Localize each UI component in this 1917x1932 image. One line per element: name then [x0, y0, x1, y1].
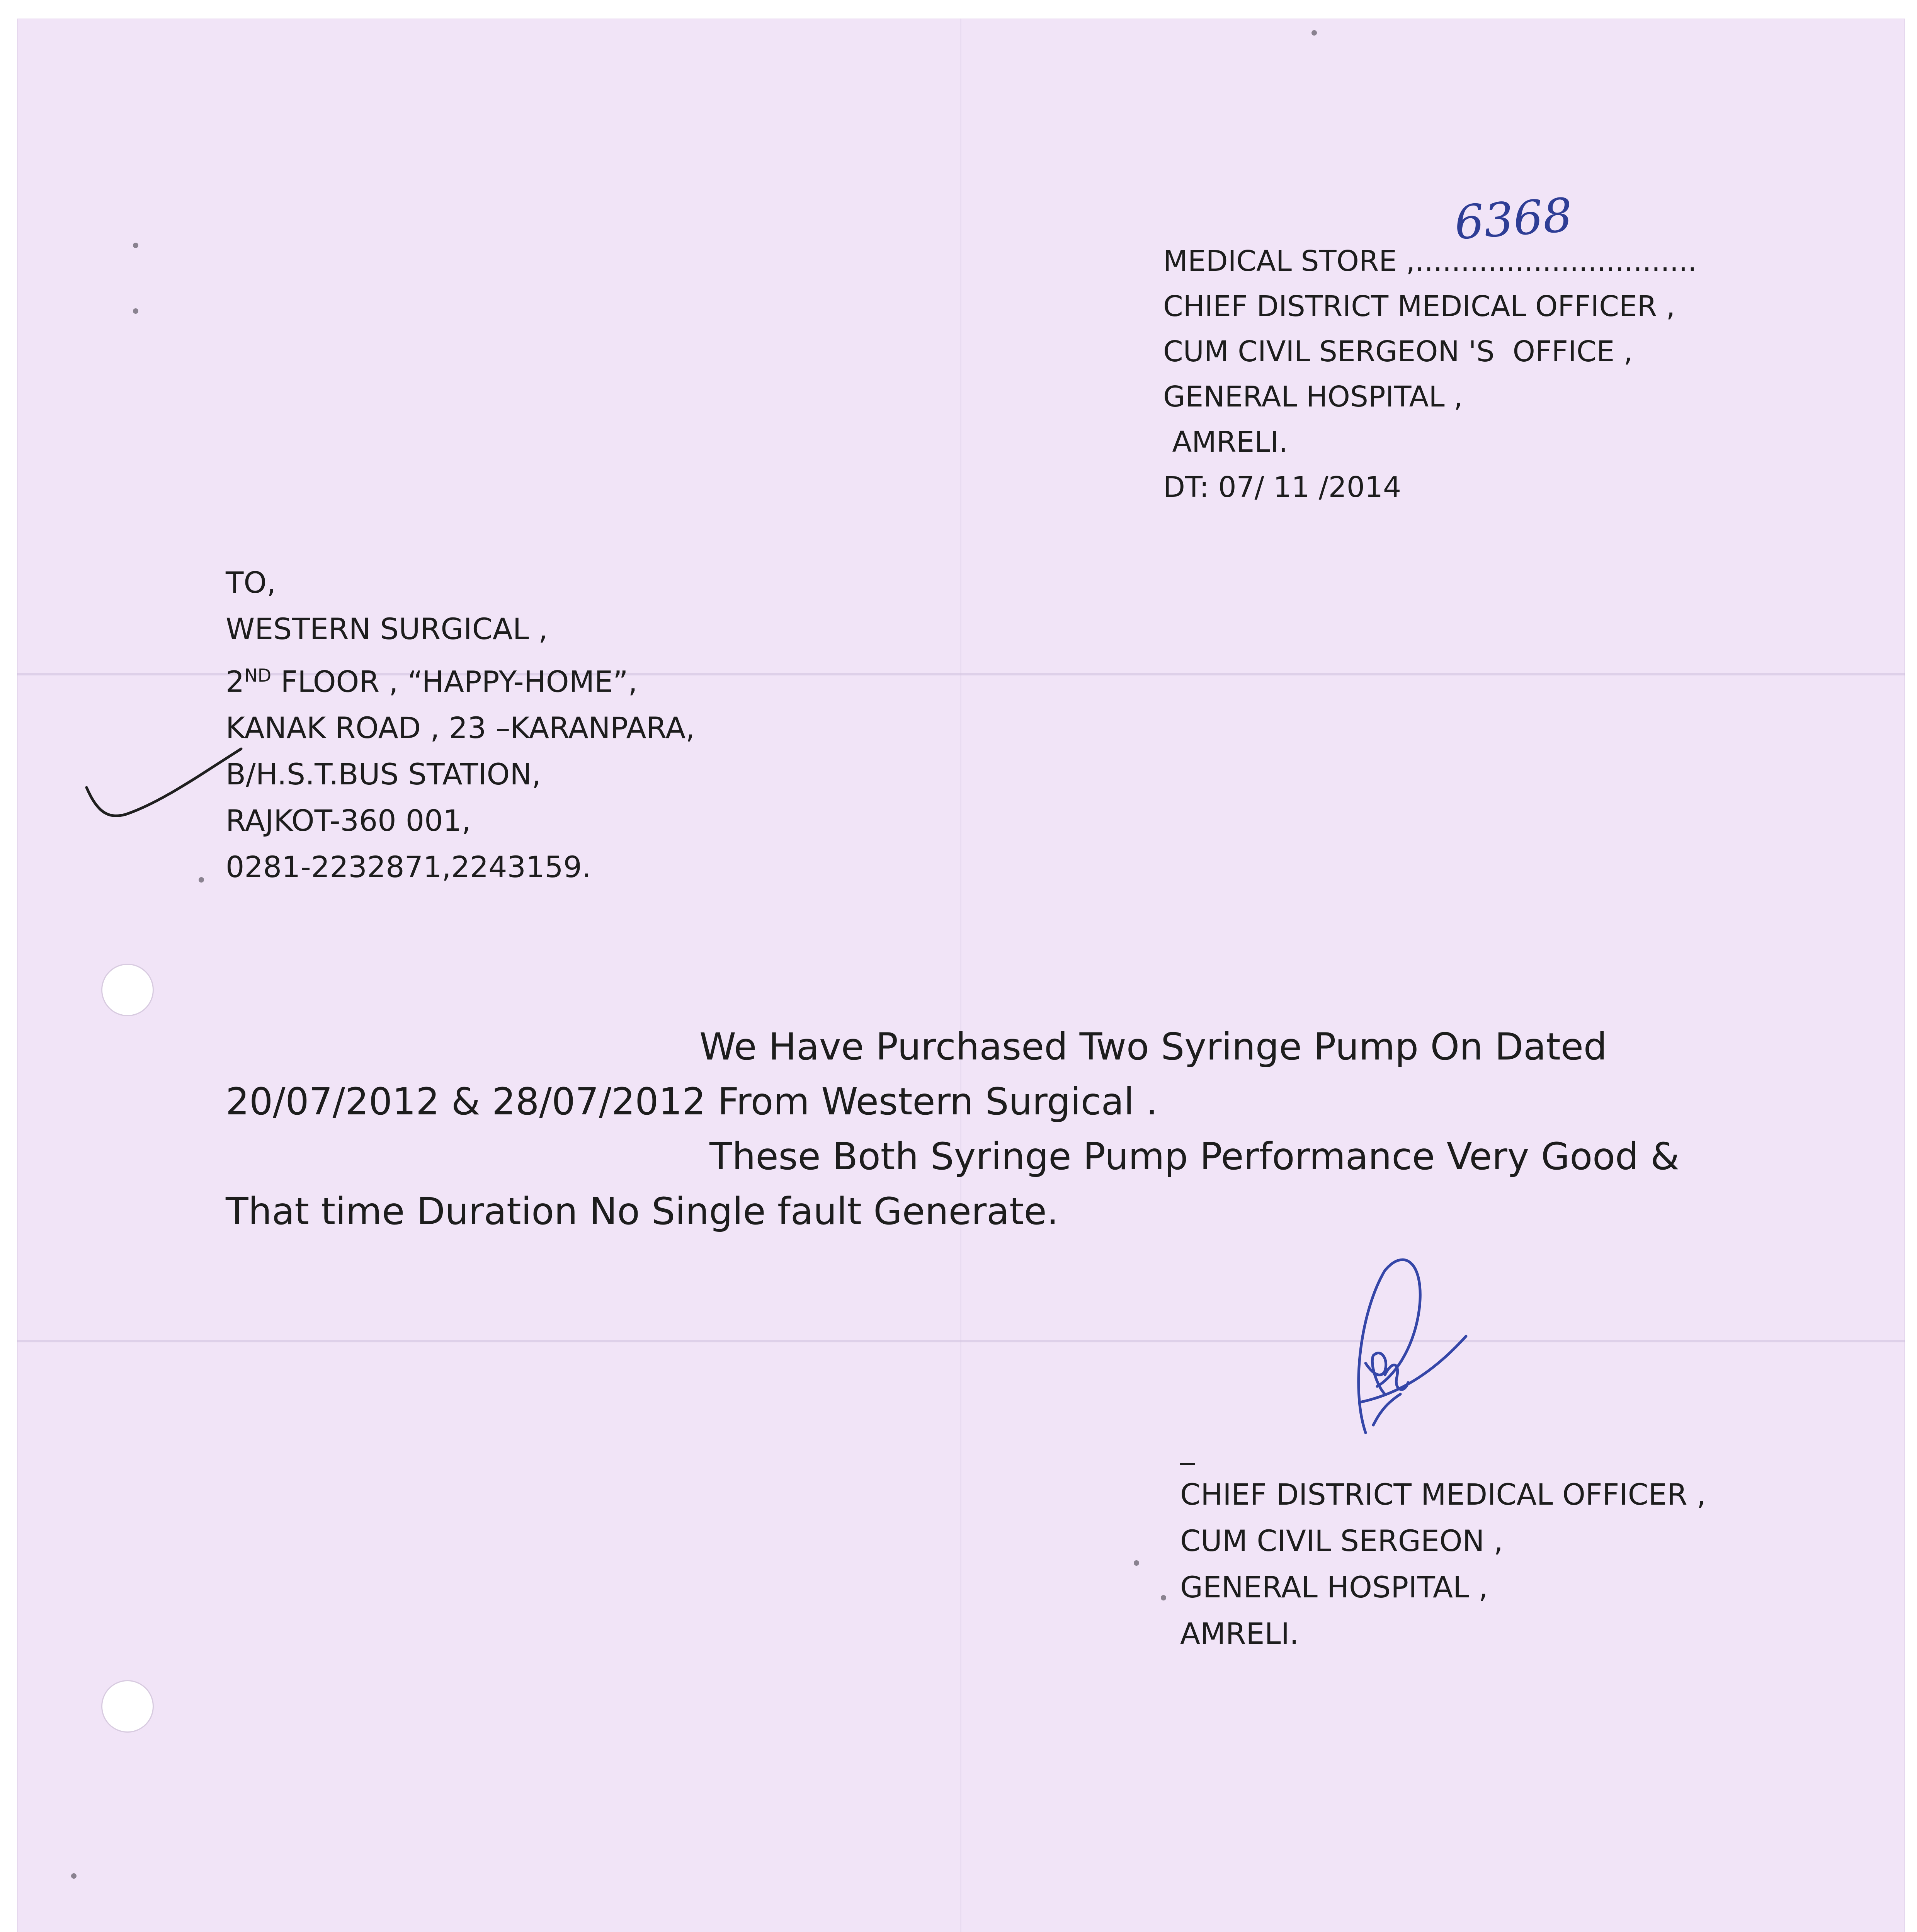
paper-crease: [960, 19, 961, 1932]
recipient-to: TO,: [226, 565, 276, 600]
sender-line-cum: CUM CIVIL SERGEON 'S OFFICE ,: [1163, 335, 1633, 368]
recipient-road: KANAK ROAD , 23 –KARANPARA,: [226, 711, 695, 745]
signature-dash: _: [1180, 1431, 1195, 1465]
paper-speck: [1134, 1560, 1139, 1566]
body-line-1: We Have Purchased Two Syringe Pump On Dated: [699, 1025, 1607, 1068]
recipient-floor: [226, 652, 695, 705]
body-line-4: That time Duration No Single fault Generate.: [226, 1190, 1059, 1233]
recipient-name: WESTERN SURGICAL ,: [226, 612, 548, 646]
floor-rest: FLOOR , “HAPPY-HOME”,: [271, 664, 638, 699]
paper-speck: [71, 1873, 77, 1879]
paper-speck: [1161, 1595, 1166, 1600]
signer-block: [1180, 1425, 1706, 1657]
body-line-2: 20/07/2012 & 28/07/2012 From Western Surgical .: [226, 1080, 1158, 1123]
signer-title: CHIEF DISTRICT MEDICAL OFFICER ,: [1180, 1477, 1706, 1512]
paper-speck: [133, 308, 138, 314]
signer-cum: CUM CIVIL SERGEON ,: [1180, 1524, 1503, 1558]
recipient-address-block: [226, 560, 695, 890]
floor-number: 2: [226, 664, 245, 699]
sender-line-office: CHIEF DISTRICT MEDICAL OFFICER ,: [1163, 290, 1675, 323]
letter-page: [17, 19, 1905, 1932]
sender-line-hospital: GENERAL HOSPITAL ,: [1163, 380, 1463, 413]
sender-line-medical-store: MEDICAL STORE ,...............................: [1163, 245, 1697, 278]
floor-suffix: ND: [244, 665, 272, 686]
recipient-phone: 0281-2232871,2243159.: [226, 850, 592, 884]
recipient-city: RAJKOT-360 001,: [226, 803, 471, 838]
paper-speck: [133, 243, 138, 248]
handwritten-store-number: 6368: [1453, 188, 1574, 250]
punch-hole: [101, 1680, 154, 1733]
sender-address-block: [1163, 239, 1697, 510]
recipient-station: B/H.S.T.BUS STATION,: [226, 757, 541, 792]
letter-date: DT: 07/ 11 /2014: [1163, 471, 1402, 504]
paper-speck: [199, 877, 204, 883]
signer-city: AMRELI.: [1180, 1616, 1299, 1651]
body-line-3: These Both Syringe Pump Performance Very Good &: [709, 1135, 1680, 1178]
tick-mark-icon: [83, 741, 245, 830]
signer-hospital: GENERAL HOSPITAL ,: [1180, 1570, 1488, 1604]
paper-speck: [1311, 30, 1317, 36]
letter-body: [226, 1019, 1771, 1239]
punch-hole: [101, 964, 154, 1016]
sender-line-city: AMRELI.: [1163, 425, 1288, 459]
